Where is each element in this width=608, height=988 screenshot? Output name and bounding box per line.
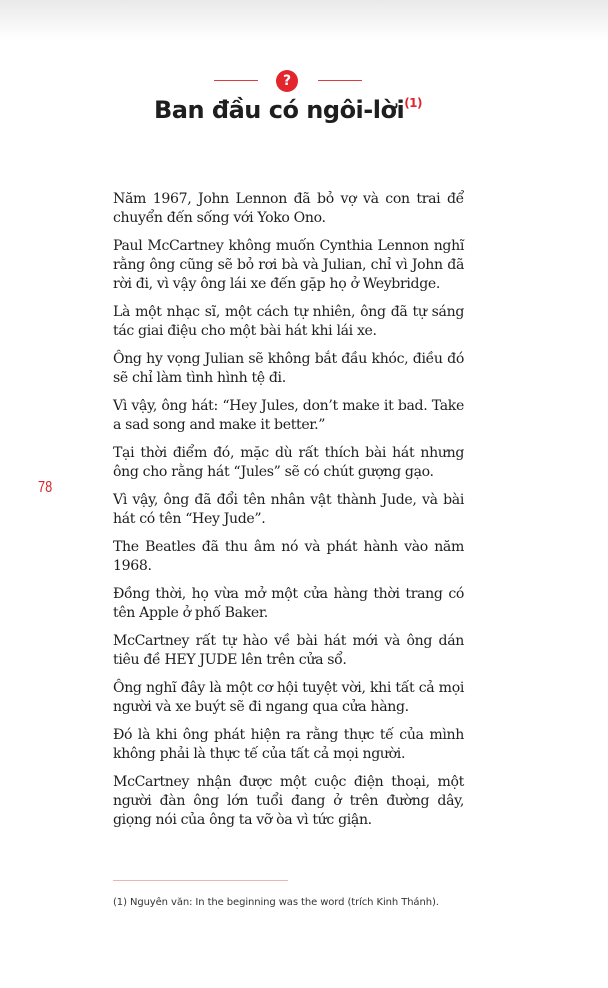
paragraph: McCartney rất tự hào về bài hát mới và ông dán tiêu đề HEY JUDE lên trên cửa sổ. (113, 633, 464, 668)
paragraph: Ông hy vọng Julian sẽ không bắt đầu khóc, điều đó sẽ chỉ làm tình hình tệ đi. (113, 351, 464, 386)
title-footnote-ref: (1) (404, 96, 423, 110)
page-number: 78 (38, 479, 53, 496)
paragraph: Đó là khi ông phát hiện ra rằng thực tế của mình không phải là thực tế của tất cả mọi người. (113, 727, 464, 762)
paragraph: Ông nghĩ đây là một cơ hội tuyệt vời, khi tất cả mọi người và xe buýt sẽ đi ngang qua cửa hàng. (113, 680, 464, 715)
paragraph: Là một nhạc sĩ, một cách tự nhiên, ông đã tự sáng tác giai điệu cho một bài hát khi lái xe. (113, 304, 464, 339)
header-rule-left (214, 80, 258, 81)
footnote: (1) Nguyên văn: In the beginning was the word (trích Kinh Thánh). (113, 897, 439, 908)
page-top-shadow (0, 0, 608, 40)
paragraph: Năm 1967, John Lennon đã bỏ vợ và con trai để chuyển đến sống với Yoko Ono. (113, 191, 464, 226)
paragraph: Đồng thời, họ vừa mở một cửa hàng thời trang có tên Apple ở phố Baker. (113, 586, 464, 621)
chapter-title-text: Ban đầu có ngôi-lời (153, 96, 405, 124)
footnote-divider (113, 880, 288, 881)
paragraph: Tại thời điểm đó, mặc dù rất thích bài hát nhưng ông cho rằng hát “Jules” sẽ có chút gượng gạo. (113, 445, 464, 480)
paragraph: Vì vậy, ông hát: “Hey Jules, don’t make it bad. Take a sad song and make it better.” (113, 398, 464, 433)
paragraph: Vì vậy, ông đã đổi tên nhân vật thành Jude, và bài hát có tên “Hey Jude”. (113, 492, 464, 527)
paragraph: Paul McCartney không muốn Cynthia Lennon nghĩ rằng ông cũng sẽ bỏ rơi bà và Julian, chỉ vì John đã rời đi, vì vậy ông lái xe đến gặp họ ở Weybridge. (113, 238, 464, 292)
body-text (113, 190, 464, 839)
header-rule-right (318, 80, 362, 81)
paragraph: McCartney nhận được một cuộc điện thoại, một người đàn ông lớn tuổi đang ở trên đường dây, giọng nói của ông ta vỡ òa vì tức giận. (113, 774, 464, 828)
chapter-title (0, 96, 576, 124)
question-mark-icon: ? (276, 70, 298, 92)
paragraph: The Beatles đã thu âm nó và phát hành vào năm 1968. (113, 539, 464, 574)
